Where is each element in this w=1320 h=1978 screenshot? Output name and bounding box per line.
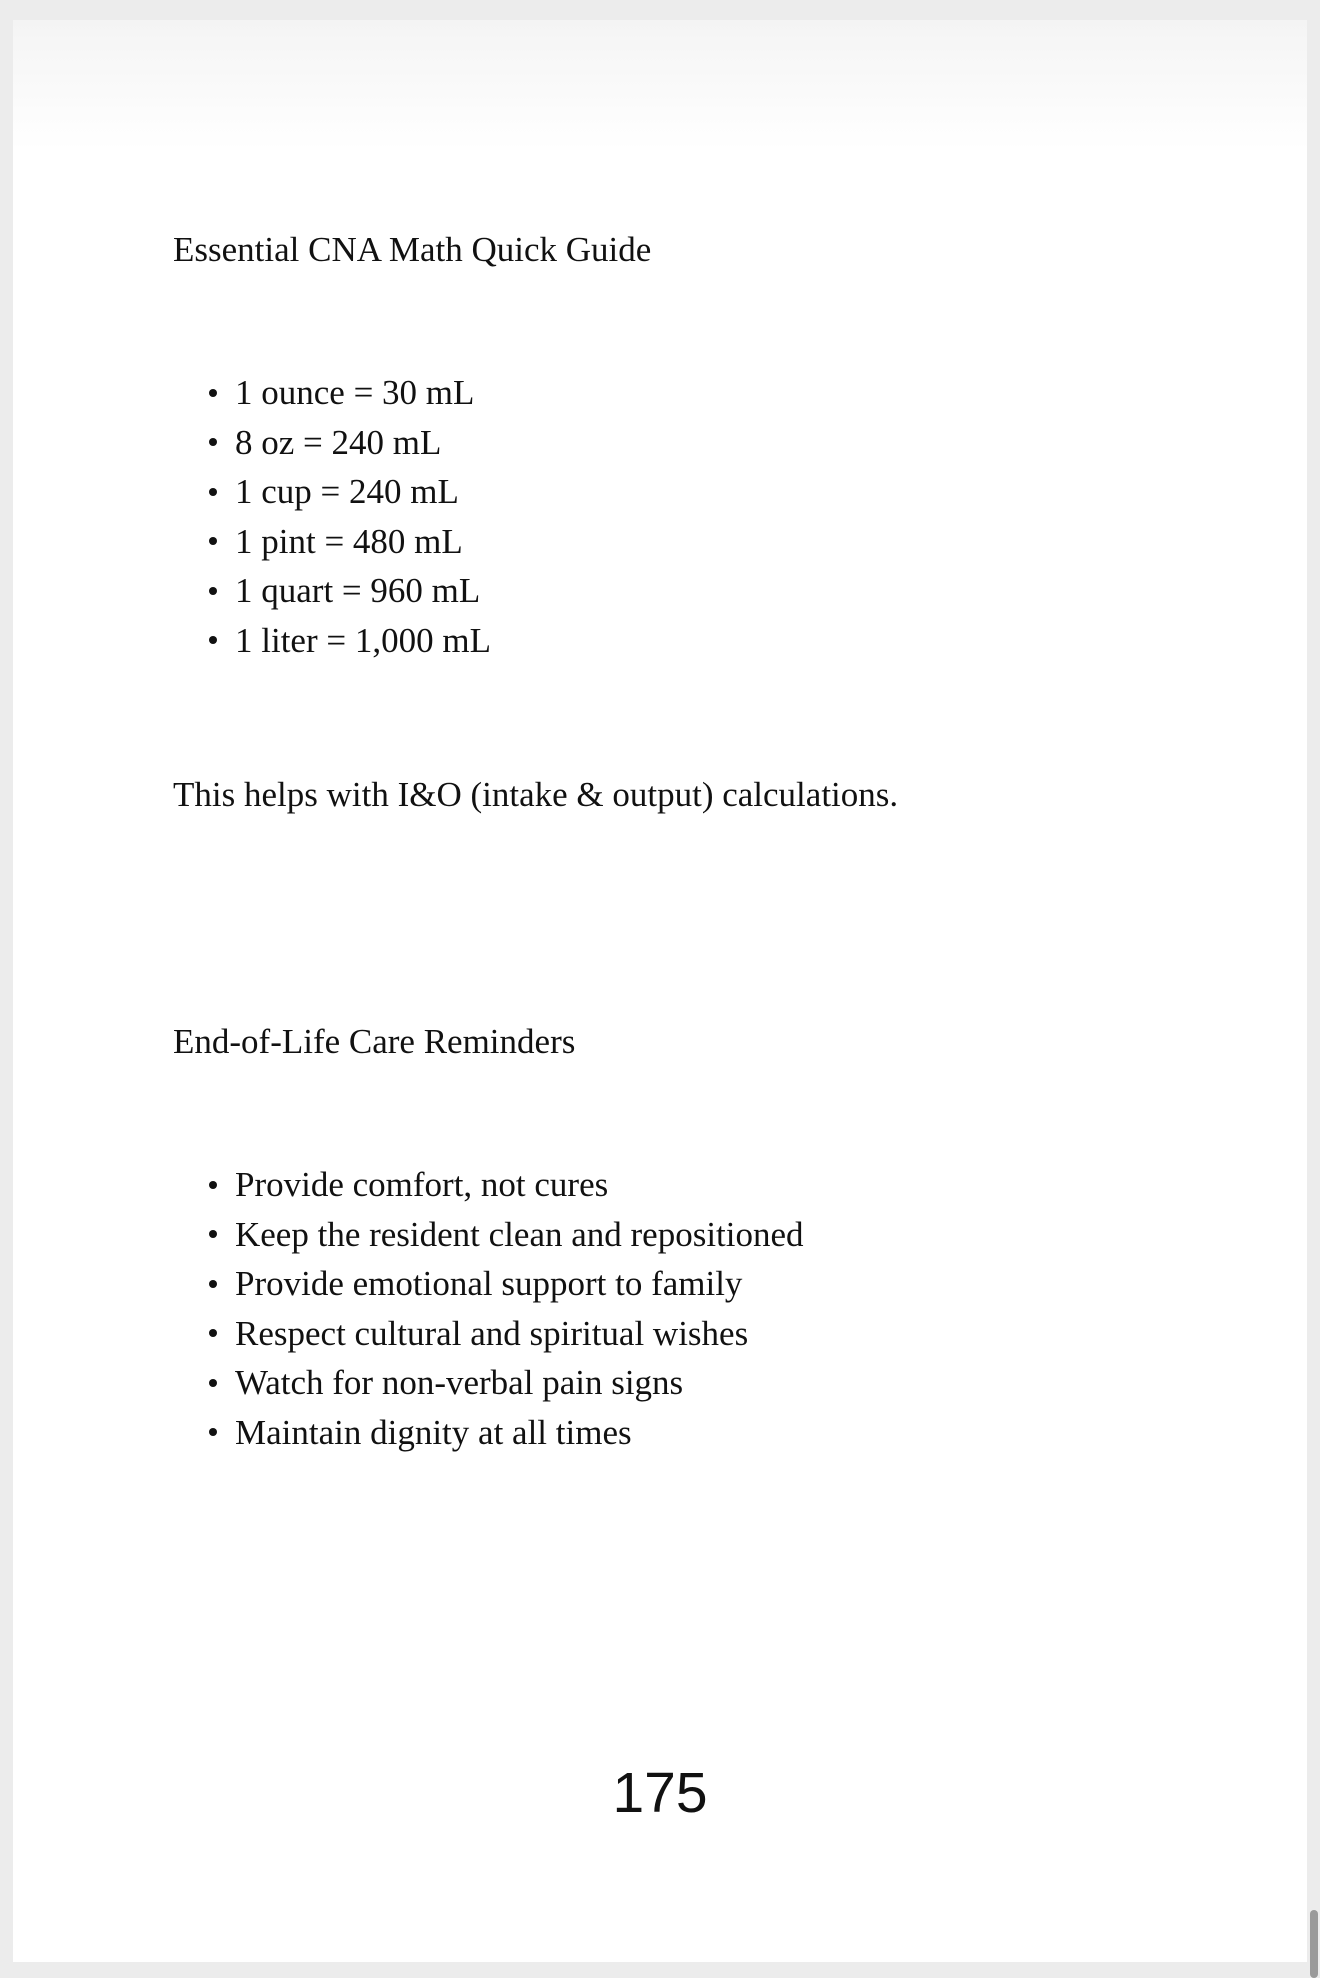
section-heading-end-of-life: End-of-Life Care Reminders (173, 1022, 576, 1061)
list-item (173, 517, 491, 567)
list-item (173, 1160, 804, 1210)
list-item-text: 8 oz = 240 mL (235, 422, 442, 462)
list-item (173, 1408, 804, 1458)
list-item (173, 566, 491, 616)
bullet-icon (209, 636, 217, 644)
list-item-text: Provide emotional support to family (235, 1264, 743, 1303)
list-item (173, 1358, 804, 1408)
page-top-shade (13, 20, 1307, 150)
document-page (13, 20, 1307, 1962)
page-number: 175 (612, 1761, 708, 1825)
bullet-icon (209, 488, 217, 496)
list-item-text: Provide comfort, not cures (235, 1165, 609, 1204)
vertical-scrollbar[interactable] (1308, 0, 1320, 1978)
bullet-icon (209, 438, 217, 446)
section-heading-cna-math: Essential CNA Math Quick Guide (173, 230, 652, 269)
bullet-icon (209, 389, 217, 397)
list-item-text: 1 liter = 1,000 mL (235, 620, 491, 660)
list-item (173, 616, 491, 666)
list-item (173, 418, 491, 468)
io-note-paragraph: This helps with I&O (intake & output) calculations. (173, 775, 899, 814)
list-item-text: 1 quart = 960 mL (235, 571, 481, 610)
list-item-text: Keep the resident clean and repositioned (235, 1214, 804, 1254)
list-item (173, 368, 491, 418)
bullet-icon (209, 1280, 217, 1288)
scrollbar-thumb[interactable] (1310, 1910, 1318, 1978)
list-item-text: 1 cup = 240 mL (235, 472, 459, 511)
list-item (173, 1259, 804, 1309)
list-item-text: 1 pint = 480 mL (235, 521, 463, 561)
list-item-text: 1 ounce = 30 mL (235, 373, 475, 412)
conversion-list (173, 368, 491, 665)
bullet-icon (209, 1329, 217, 1337)
care-reminders-list (173, 1160, 804, 1457)
bullet-icon (209, 537, 217, 545)
list-item-text: Watch for non-verbal pain signs (235, 1363, 684, 1402)
list-item-text: Respect cultural and spiritual wishes (235, 1313, 749, 1353)
list-item-text: Maintain dignity at all times (235, 1412, 632, 1452)
bullet-icon (209, 1230, 217, 1238)
list-item (173, 1210, 804, 1260)
bullet-icon (209, 1428, 217, 1436)
bullet-icon (209, 587, 217, 595)
bullet-icon (209, 1181, 217, 1189)
list-item (173, 467, 491, 517)
bullet-icon (209, 1379, 217, 1387)
list-item (173, 1309, 804, 1359)
